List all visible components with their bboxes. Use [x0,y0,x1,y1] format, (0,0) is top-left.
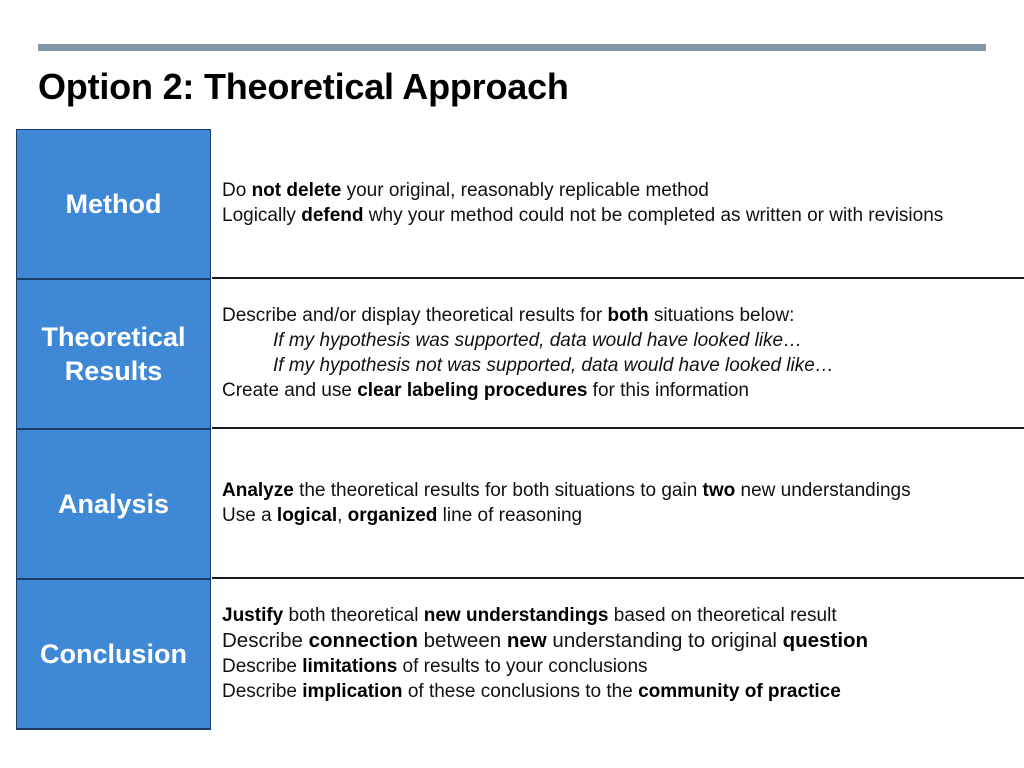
body-text: If my hypothesis not was supported, data would have looked like… [273,355,834,376]
row-label: Results [64,356,163,386]
emphasis-text: not delete [251,180,342,201]
content-line [222,328,1018,353]
page-title: Option 2: Theoretical Approach [38,66,569,107]
row-label-cell [16,429,211,580]
table-row [16,279,1024,429]
body-text: between [417,628,507,652]
body-text: both theoretical [283,604,424,626]
body-text: Create and use [222,380,358,401]
row-label-cell [16,579,211,730]
content-line [222,203,1018,228]
content-line [222,178,1018,203]
body-text: Describe and/or display theoretical results for [222,305,608,326]
body-text: new understandings [735,480,911,501]
body-text: of these conclusions to the [402,680,639,702]
body-text: Logically [222,205,302,226]
content-line [222,654,1018,679]
emphasis-text: new understandings [423,604,609,626]
table-row [16,579,1024,729]
content-line [222,628,1018,654]
emphasis-text: community of practice [638,680,841,702]
content-line [222,378,1018,403]
content-line [222,503,1018,528]
body-text: based on theoretical result [608,604,837,626]
emphasis-text: implication [302,680,403,702]
row-content-cell [222,429,1018,577]
approach-table [16,129,1024,729]
emphasis-text: both [607,305,649,326]
body-text: line of reasoning [437,505,583,526]
emphasis-text: new [506,628,547,652]
row-label: Method [65,189,162,219]
emphasis-text: Analyze [222,480,294,501]
emphasis-text: defend [301,205,364,226]
body-text: for this information [587,380,749,401]
row-label-cell [16,279,211,430]
body-text: your original, reasonably replicable method [341,180,709,201]
emphasis-text: two [702,480,736,501]
body-text: of results to your conclusions [397,655,648,677]
emphasis-text: limitations [302,655,398,677]
emphasis-text: Justify [222,604,284,626]
row-label: Conclusion [40,639,187,669]
body-text: Describe [222,628,309,652]
body-text: Use a [222,505,277,526]
emphasis-text: logical [276,505,338,526]
body-text: situations below: [648,305,795,326]
content-line [222,353,1018,378]
table-row [16,429,1024,579]
table-row [16,129,1024,279]
row-label-cell [16,129,211,280]
emphasis-text: connection [308,628,418,652]
body-text: understanding to original [546,628,783,652]
row-content-cell [222,129,1018,277]
emphasis-text: question [782,628,869,652]
body-text: the theoretical results for both situations to gain [293,480,703,501]
content-line [222,303,1018,328]
emphasis-text: organized [347,505,438,526]
body-text: Describe [222,680,303,702]
body-text: Do [222,180,252,201]
content-line [222,679,1018,704]
row-content-cell [222,579,1018,727]
body-text: , [337,505,348,526]
row-label: Theoretical [41,322,186,352]
body-text: If my hypothesis was supported, data would have looked like… [273,330,803,351]
row-content-cell [222,279,1018,427]
body-text: why your method could not be completed as written or with revisions [363,205,944,226]
top-divider [38,44,986,51]
body-text: Describe [222,655,303,677]
row-label: Analysis [57,489,170,519]
content-line [222,478,1018,503]
emphasis-text: clear labeling procedures [357,380,588,401]
content-line [222,603,1018,628]
